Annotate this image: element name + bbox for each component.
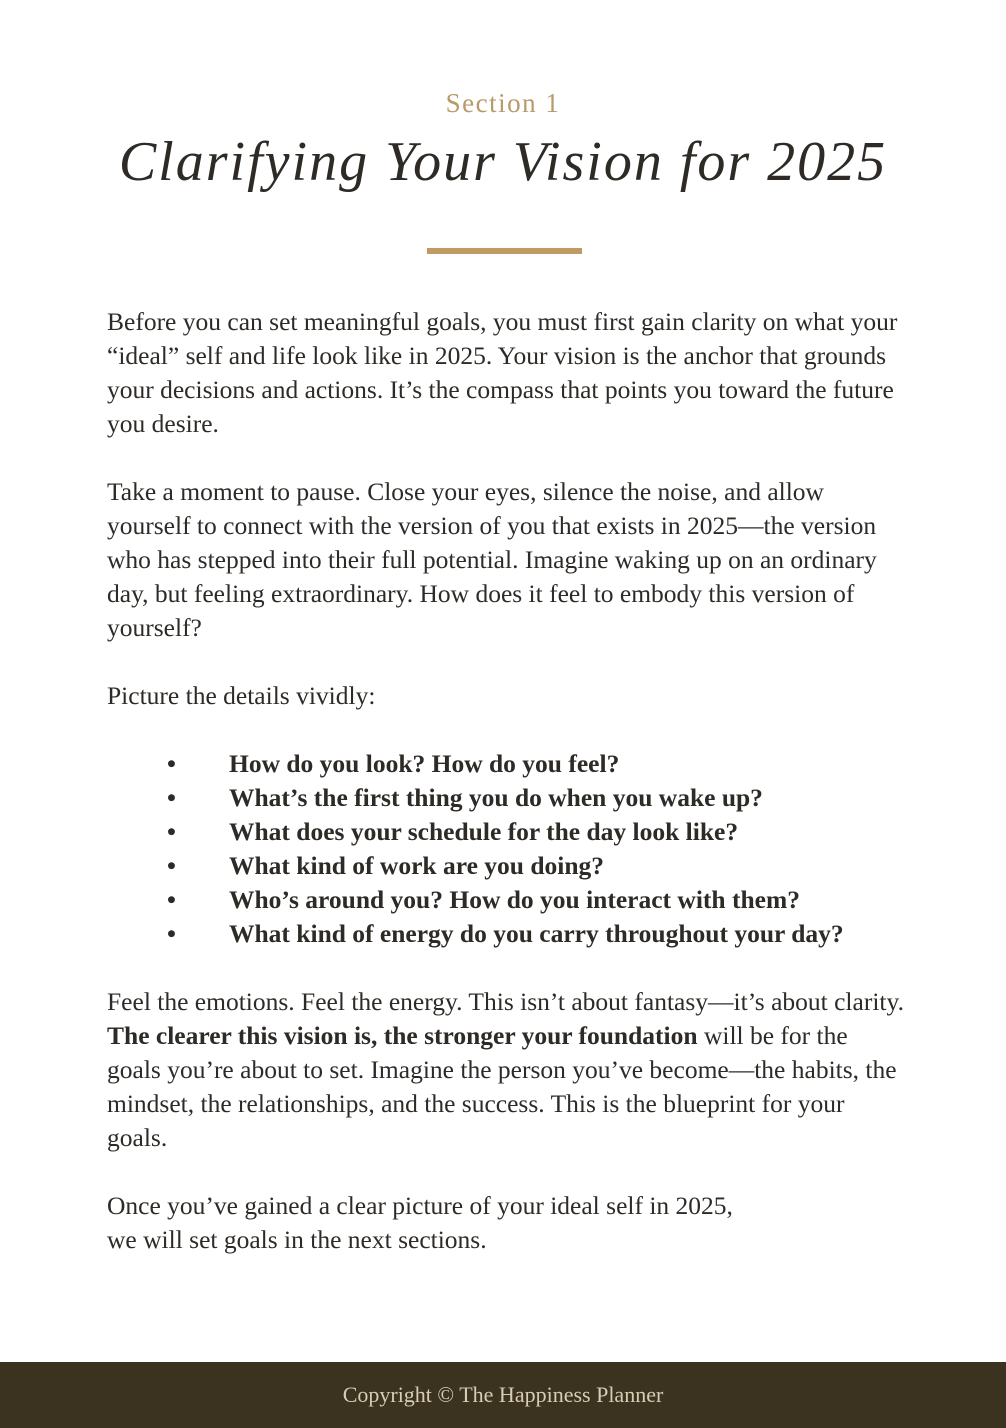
main-content bbox=[107, 305, 907, 1291]
copyright-text: Copyright © The Happiness Planner bbox=[342, 1382, 664, 1407]
emotions-paragraph bbox=[107, 985, 907, 1155]
list-item bbox=[107, 781, 907, 815]
list-item bbox=[107, 815, 907, 849]
question-list bbox=[107, 747, 907, 951]
closing-line-2: we will set goals in the next sections. bbox=[107, 1225, 487, 1254]
closing-line-1: Once you’ve gained a clear picture of your ideal self in 2025, bbox=[107, 1191, 733, 1220]
page-title: Clarifying Your Vision for 2025 bbox=[118, 131, 888, 193]
section-label: Section 1 bbox=[445, 88, 561, 118]
list-item-text: Who’s around you? How do you interact with them? bbox=[229, 885, 800, 914]
list-item bbox=[107, 883, 907, 917]
list-item-text: What’s the first thing you do when you wake up? bbox=[229, 783, 763, 812]
list-item-text: What kind of work are you doing? bbox=[229, 851, 605, 880]
pause-paragraph: Take a moment to pause. Close your eyes, silence the noise, and allow yourself to connect with the version of you that exists in 2025—the version who has stepped into their full potential. Imagine waking up on an ordinary day, but feeling extraordinary. How does it feel to embody this version of yourself? bbox=[107, 477, 877, 642]
bullet-icon: • bbox=[167, 783, 176, 812]
closing-paragraph bbox=[107, 1189, 907, 1257]
list-item-text: What does your schedule for the day look like? bbox=[229, 817, 739, 846]
bullet-icon: • bbox=[167, 885, 176, 914]
emotions-text-start: Feel the emotions. Feel the energy. This isn’t about fantasy—it’s about clarity. bbox=[107, 987, 904, 1016]
list-item-text: How do you look? How do you feel? bbox=[229, 749, 620, 778]
intro-paragraph: Before you can set meaningful goals, you must first gain clarity on what your “ideal” self and life look like in 2025. Your vision is the anchor that grounds your decisions and actions. It’s the compass that points you toward the future you desire. bbox=[107, 307, 898, 438]
bullet-icon: • bbox=[167, 919, 176, 948]
emotions-text-end: will be for the goals you’re about to set. Imagine the person you’ve become—the habits, the mindset, the relationships, and the success. This is the blueprint for your goals. bbox=[107, 1021, 897, 1152]
list-item bbox=[107, 849, 907, 883]
emotions-text-bold: The clearer this vision is, the stronger your foundation bbox=[107, 1021, 698, 1050]
bullet-icon: • bbox=[167, 817, 176, 846]
bullet-icon: • bbox=[167, 851, 176, 880]
footer-bar bbox=[0, 1362, 1006, 1428]
list-item bbox=[107, 747, 907, 781]
list-item bbox=[107, 917, 907, 951]
picture-details-paragraph: Picture the details vividly: bbox=[107, 681, 376, 710]
list-item-text: What kind of energy do you carry throughout your day? bbox=[229, 919, 844, 948]
title-divider bbox=[427, 248, 582, 254]
bullet-icon: • bbox=[167, 749, 176, 778]
